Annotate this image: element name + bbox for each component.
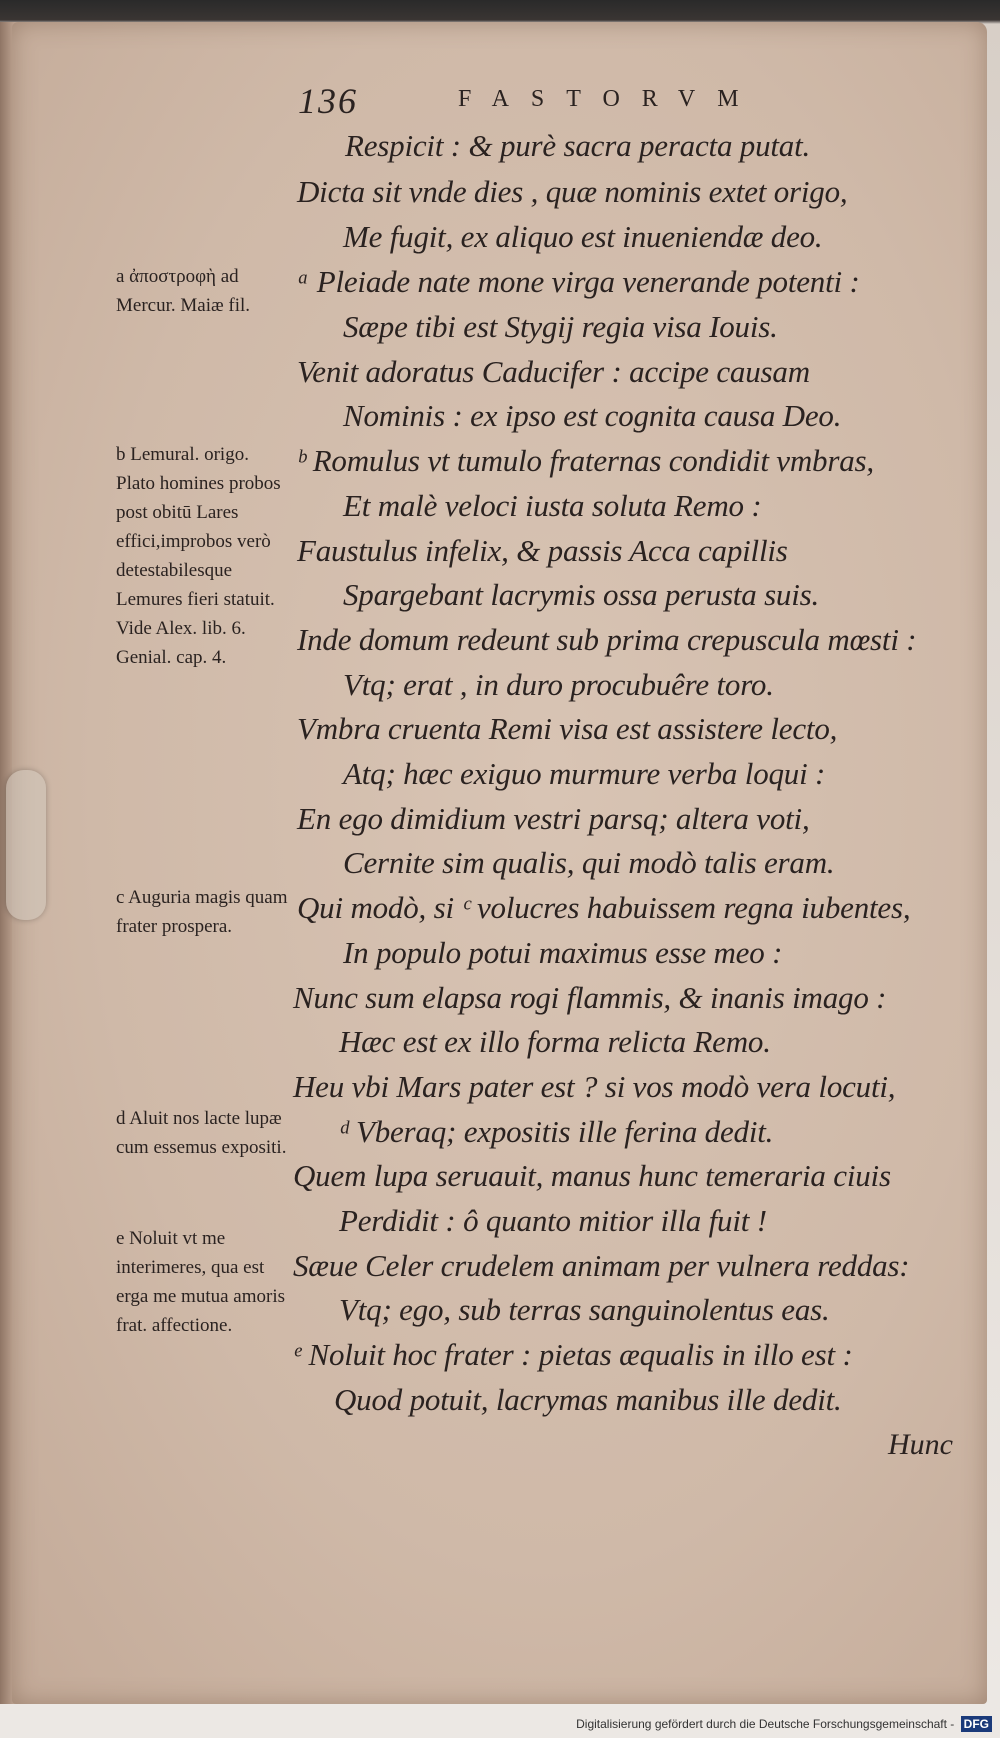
verse-line: Sæpe tibi est Stygij regia visa Iouis.	[343, 309, 778, 344]
verse-line: Et malè veloci iusta soluta Remo :	[343, 488, 762, 523]
marginal-note-a: a ἀποστροφὴ ad Mercur. Maiæ fil.	[116, 266, 251, 316]
verse-line: Nunc sum elapsa rogi flammis, & inanis imago :	[293, 980, 887, 1015]
verse-line: Cernite sim qualis, qui modò talis eram.	[343, 845, 835, 880]
page-header	[298, 80, 858, 120]
verse-line: Vtq; ego, sub terras sanguinolentus eas.	[339, 1292, 830, 1327]
verse-line: Spargebant lacrymis ossa perusta suis.	[343, 577, 820, 612]
verse-line: Nominis : ex ipso est cognita causa Deo.	[343, 398, 842, 433]
marginal-note-b: b Lemural. origo. Plato homines probos post obitū Lares effici,improbos verò detestabilesque Lemures fieri statuit. Vide Alex. lib. 6. Genial. cap. 4.	[116, 444, 281, 668]
marginal-note-d: d Aluit nos lacte lupæ cum essemus expositi.	[116, 1108, 287, 1158]
verse-line: Vtq; erat , in duro procubuêre toro.	[343, 667, 774, 702]
verse-line: Vmbra cruenta Remi visa est assistere lecto,	[297, 711, 838, 746]
running-title: FASTORVM	[458, 86, 761, 112]
verse-line: En ego dimidium vestri parsq; altera voti,	[297, 801, 810, 836]
verse-line: ᵉ Noluit hoc frater : pietas æqualis in illo est :	[293, 1337, 853, 1372]
verse-line: In populo potui maximus esse meo :	[343, 935, 783, 970]
verse-line: Dicta sit vnde dies , quæ nominis extet origo,	[297, 174, 848, 209]
verse-line: Qui modò, si ᶜ volucres habuissem regna iubentes,	[297, 890, 911, 925]
verse-line: ᵈ Vberaq; expositis ille ferina dedit.	[339, 1114, 774, 1149]
verse-line: Inde domum redeunt sub prima crepuscula mœsti :	[297, 622, 917, 657]
marginal-note-e: e Noluit vt me interimeres, qua est erga me mutua amoris frat. affectione.	[116, 1228, 286, 1336]
verse-line: Sæue Celer crudelem animam per vulnera reddas:	[293, 1248, 910, 1283]
verse-line: Heu vbi Mars pater est ? si vos modò vera locuti,	[293, 1069, 896, 1104]
verse-line: Atq; hæc exiguo murmure verba loqui :	[343, 756, 826, 791]
verse-line: Hæc est ex illo forma relicta Remo.	[339, 1024, 771, 1059]
digitization-credit	[576, 1716, 992, 1732]
verse-line: ᵇ Romulus vt tumulo fraternas condidit vmbras,	[297, 443, 874, 478]
verse-line: Quod potuit, lacrymas manibus ille dedit.	[334, 1382, 842, 1417]
page-clip-tab	[6, 770, 46, 920]
verse-line: Me fugit, ex aliquo est inueniendæ deo.	[343, 219, 823, 254]
page-number: 136	[298, 81, 358, 121]
catchword: Hunc	[888, 1428, 953, 1461]
verse-line: Quem lupa seruauit, manus hunc temeraria ciuis	[293, 1158, 891, 1193]
dfg-logo: DFG	[961, 1716, 992, 1732]
verse-line: Faustulus infelix, & passis Acca capillis	[297, 533, 788, 568]
marginal-note-c: c Auguria magis quam frater prospera.	[116, 887, 288, 937]
verse-line: Perdidit : ô quanto mitior illa fuit !	[339, 1203, 767, 1238]
credit-text: Digitalisierung gefördert durch die Deutsche Forschungsgemeinschaft -	[576, 1717, 955, 1731]
verse-line: ᵃ Pleiade nate mone virga venerande potenti :	[297, 264, 860, 299]
verse-line: Venit adoratus Caducifer : accipe causam	[297, 354, 810, 389]
verse-line: Respicit : & purè sacra peracta putat.	[345, 128, 811, 163]
